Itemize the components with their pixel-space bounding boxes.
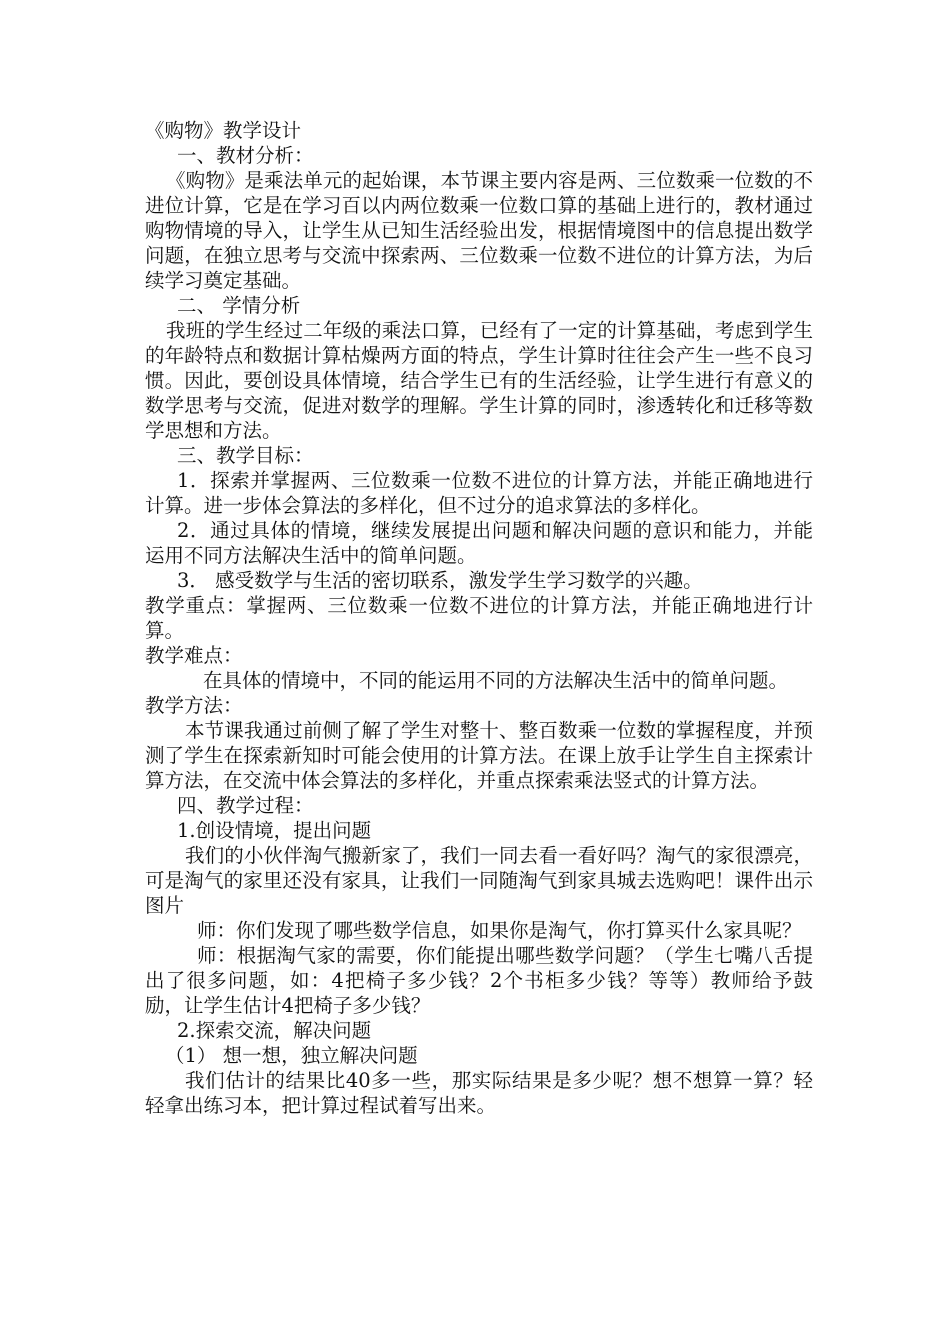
difficulty-label: 教学难点： bbox=[145, 644, 243, 667]
key-point: 教学重点：掌握两、三位数乘一位数不进位的计算方法，并能正确地进行计算。 bbox=[145, 594, 813, 642]
method-paragraph: 本节课我通过前侧了解了学生对整十、整百数乘一位数的掌握程度，并预测了学生在探索新知时可能会使用的计算方法。在课上放手让学生自主探索计算方法，在交流中体会算法的多样化，并重点探索乘法竖式的计算方法。 bbox=[145, 719, 813, 792]
goal-item-2: 2．通过具体的情境，继续发展提出问题和解决问题的意识和能力，并能运用不同方法解决生活中的简单问题。 bbox=[145, 519, 813, 567]
section3-heading: 三、教学目标： bbox=[177, 444, 314, 467]
section1-heading: 一、教材分析： bbox=[177, 144, 314, 167]
step2-subheading: （1） 想一想，独立解决问题 bbox=[165, 1044, 418, 1067]
document-title: 《购物》教学设计 bbox=[145, 119, 302, 142]
section2-paragraph: 我班的学生经过二年级的乘法口算，已经有了一定的计算基础，考虑到学生的年龄特点和数据计算枯燥两方面的特点，学生计算时往往会产生一些不良习惯。因此，要创设具体情境，结合学生已有的生活经验，让学生进行有意义的数学思考与交流，促进对数学的理解。学生计算的同时，渗透转化和迁移等数学思想和方法。 bbox=[145, 319, 813, 442]
step2-paragraph: 我们估计的结果比40多一些，那实际结果是多少呢？想不想算一算？轻轻拿出练习本，把计算过程试着写出来。 bbox=[145, 1069, 813, 1117]
section1-paragraph: 《购物》是乘法单元的起始课，本节课主要内容是两、三位数乘一位数的不进位计算，它是在学习百以内两位数乘一位数口算的基础上进行的，教材通过购物情境的导入，让学生从已知生活经验出发，根据情境图中的信息提出数学问题，在独立思考与交流中探索两、三位数乘一位数不进位的计算方法，为后续学习奠定基础。 bbox=[145, 169, 813, 292]
teacher-question-2: 师：根据淘气家的需要，你们能提出哪些数学问题？（学生七嘴八舌提出了很多问题，如：4把椅子多少钱？2个书柜多少钱？等等）教师给予鼓励，让学生估计4把椅子多少钱？ bbox=[145, 944, 813, 1017]
difficulty-paragraph: 在具体的情境中，不同的能运用不同的方法解决生活中的简单问题。 bbox=[203, 669, 789, 692]
method-label: 教学方法： bbox=[145, 694, 243, 717]
section2-heading: 二、 学情分析 bbox=[177, 294, 301, 317]
step1-paragraph: 我们的小伙伴淘气搬新家了，我们一同去看一看好吗？淘气的家很漂亮，可是淘气的家里还没有家具，让我们一同随淘气到家具城去选购吧！课件出示图片 bbox=[145, 844, 813, 917]
step1-heading: 1.创设情境，提出问题 bbox=[177, 819, 372, 842]
goal-item-1: 1．探索并掌握两、三位数乘一位数不进位的计算方法，并能正确地进行计算。进一步体会算法的多样化，但不过分的追求算法的多样化。 bbox=[145, 469, 813, 517]
step2-heading: 2.探索交流，解决问题 bbox=[177, 1019, 372, 1042]
goal-item-3: 3． 感受数学与生活的密切联系，激发学生学习数学的兴趣。 bbox=[177, 569, 703, 592]
document-body bbox=[145, 118, 813, 1118]
section4-heading: 四、教学过程： bbox=[177, 794, 314, 817]
teacher-question-1: 师：你们发现了哪些数学信息，如果你是淘气，你打算买什么家具呢？ bbox=[197, 919, 802, 942]
